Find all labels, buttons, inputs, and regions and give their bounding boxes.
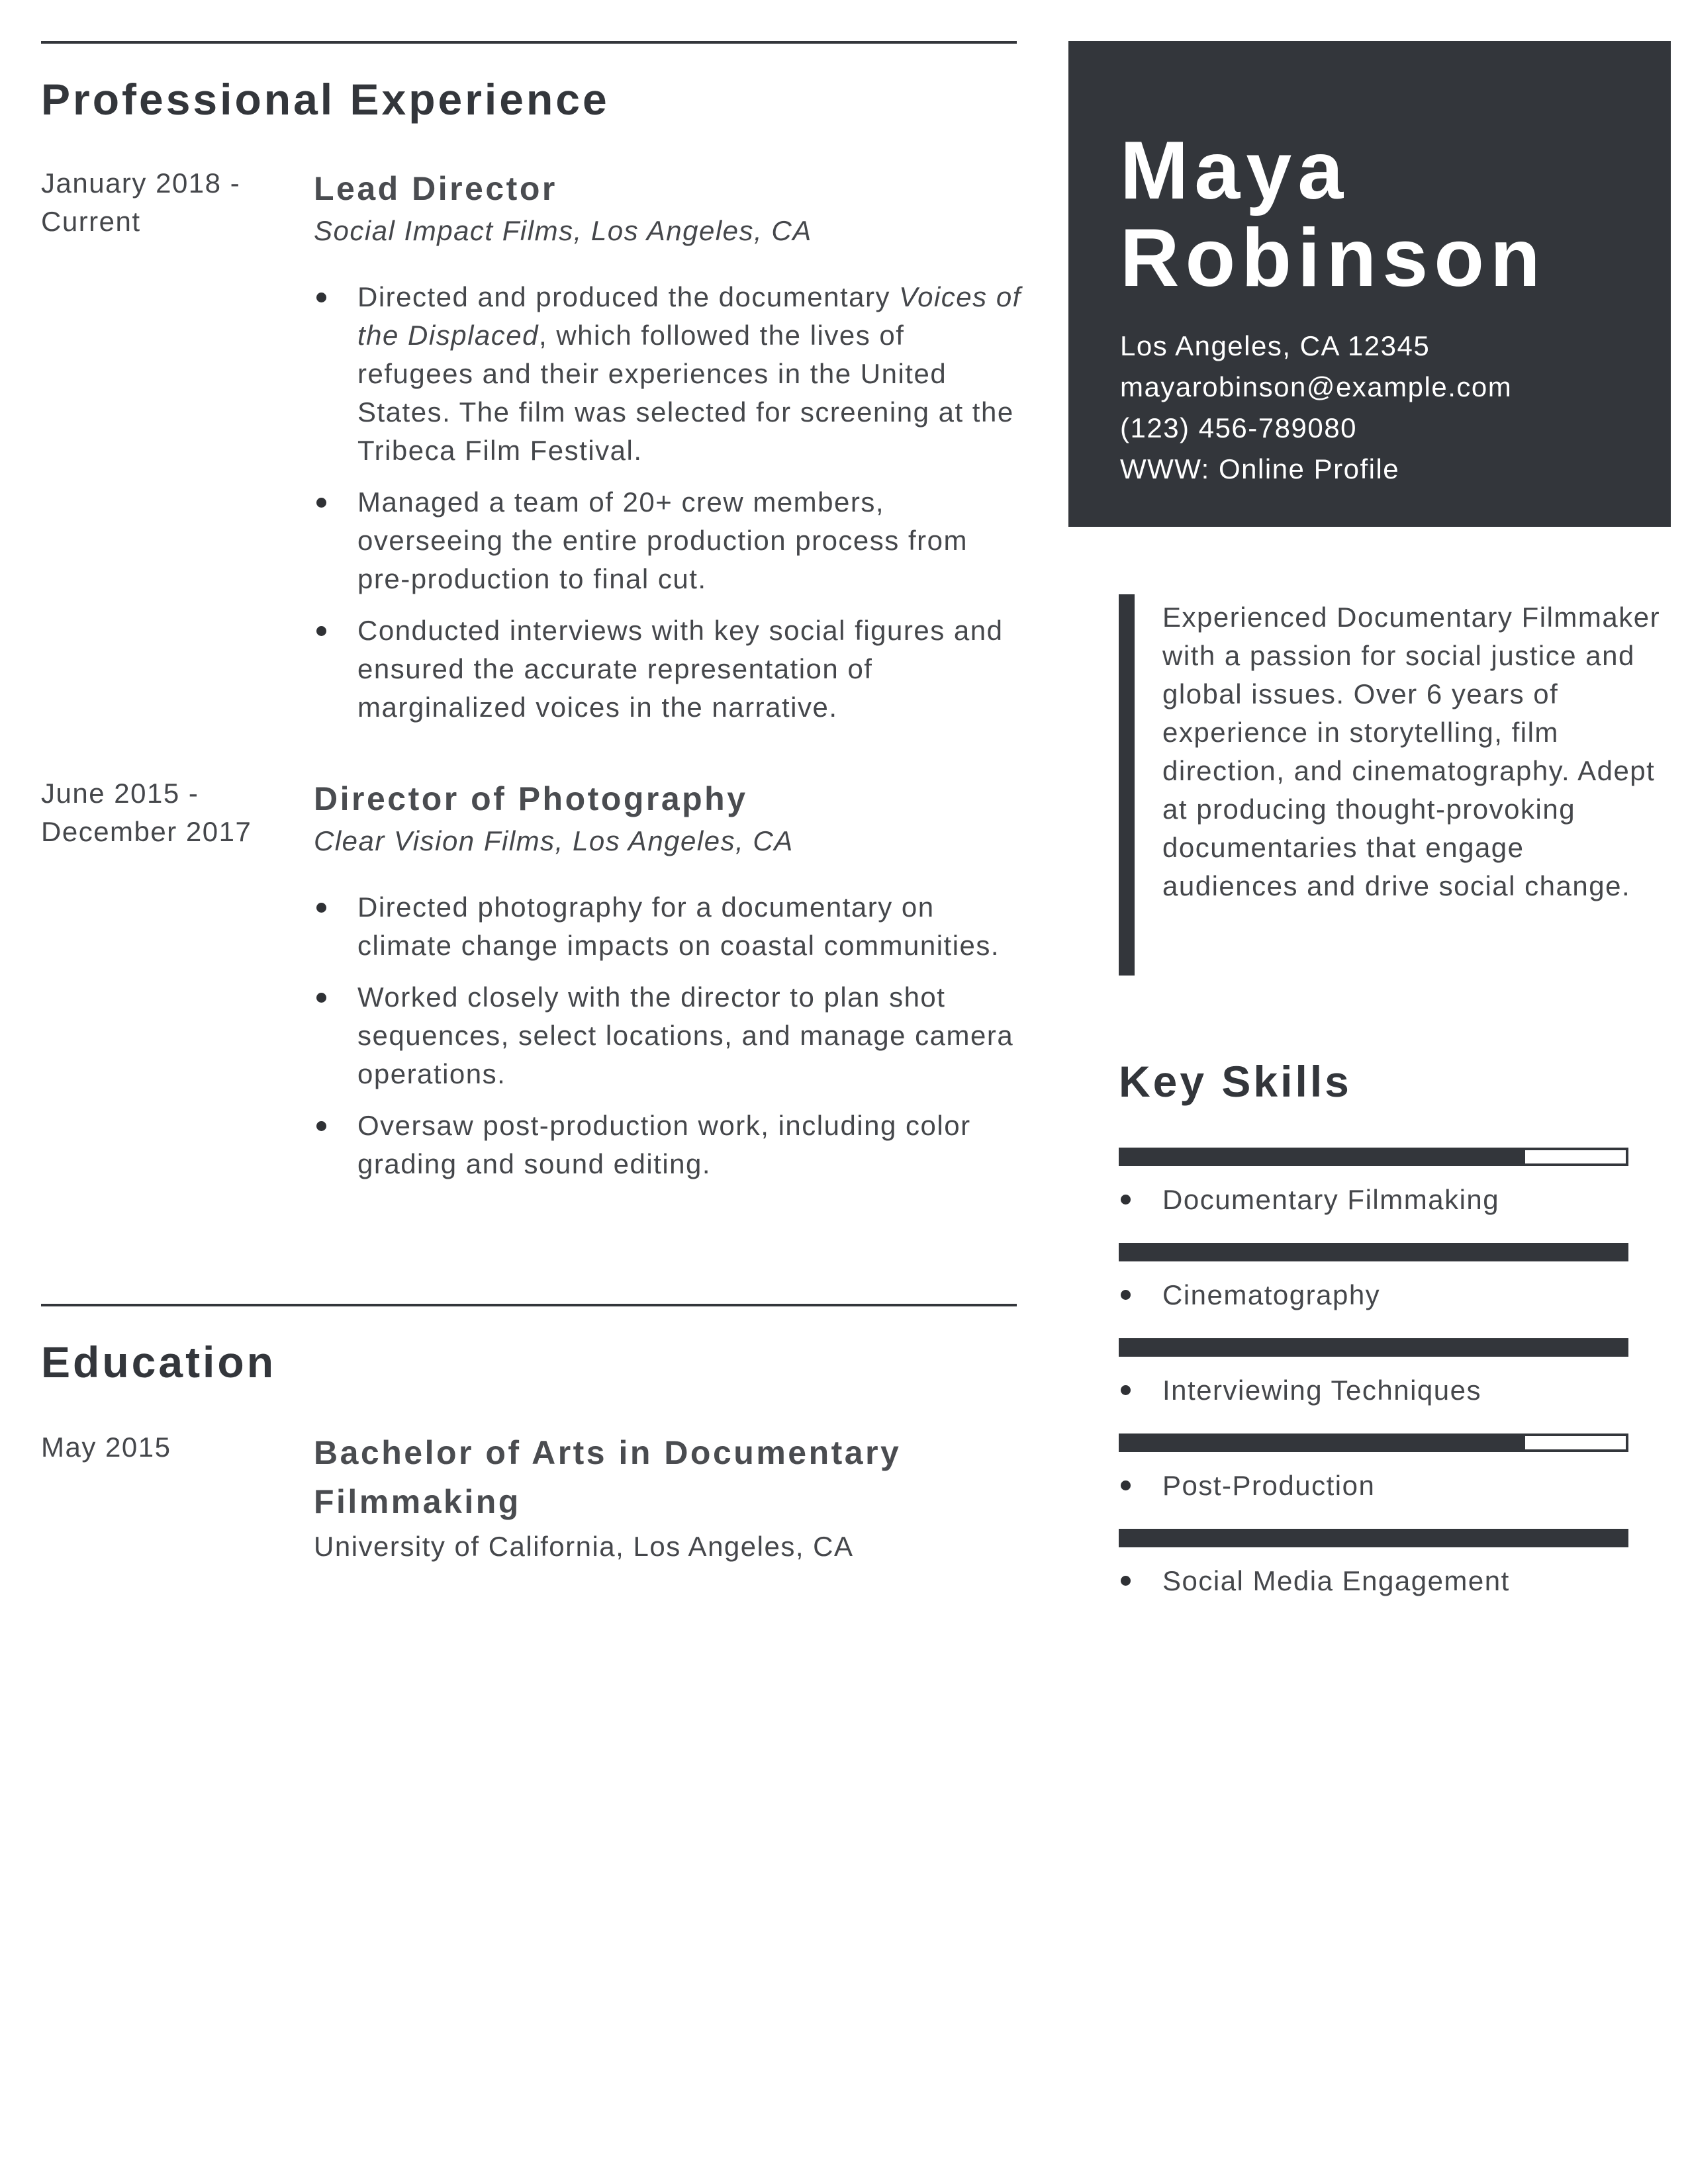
skills-heading: Key Skills <box>1119 1057 1352 1106</box>
skill-level-bar <box>1119 1243 1628 1261</box>
job-date-start: January 2018 - <box>41 167 241 199</box>
skill-item: Cinematography <box>1119 1276 1380 1314</box>
job-date-start: June 2015 - <box>41 778 199 809</box>
job-entry <box>314 165 1022 740</box>
job-bullets <box>314 278 1022 727</box>
skill-item: Interviewing Techniques <box>1119 1371 1481 1410</box>
job-bullet: Managed a team of 20+ crew members, overseeing the entire production process from pre-production to final cut. <box>314 483 1022 598</box>
website-link[interactable]: WWW: Online Profile <box>1120 453 1400 484</box>
job-bullet: Directed and produced the documentary Voices of the Displaced, which followed the lives of refugees and their experiences in the United States. The film was selected for screening at the Tribeca Film Festival. <box>314 278 1022 470</box>
job-date <box>41 164 306 241</box>
email[interactable]: mayarobinson@example.com <box>1120 371 1513 402</box>
skill-item: Post-Production <box>1119 1467 1375 1505</box>
job-bullet: Conducted interviews with key social figures and ensured the accurate representation of marginalized voices in the narrative. <box>314 612 1022 727</box>
job-date <box>41 774 306 851</box>
degree: Bachelor of Arts in Documentary Filmmaking <box>314 1434 902 1520</box>
job-date-end: Current <box>41 206 141 237</box>
job-bullet: Oversaw post-production work, including color grading and sound editing. <box>314 1107 1022 1183</box>
film-title: Voices of the Displaced <box>357 281 1021 351</box>
job-bullet: Worked closely with the director to plan shot sequences, select locations, and manage camera operations. <box>314 978 1022 1093</box>
first-name: Maya <box>1120 125 1350 216</box>
education-date: May 2015 <box>41 1432 171 1463</box>
skill-item: Social Media Engagement <box>1119 1562 1510 1600</box>
job-entry <box>314 776 1022 1197</box>
last-name: Robinson <box>1120 212 1546 304</box>
name-header <box>1068 41 1671 527</box>
school: University of California, Los Angeles, CA <box>314 1531 854 1562</box>
skill-level-bar <box>1119 1433 1628 1452</box>
skill-level-fill <box>1121 1341 1626 1354</box>
experience-heading: Professional Experience <box>41 75 610 124</box>
skill-level-bar <box>1119 1148 1628 1166</box>
skill-level-fill <box>1121 1150 1525 1163</box>
job-title: Lead Director <box>314 170 557 207</box>
skill-level-fill <box>1121 1246 1626 1259</box>
section-divider <box>41 1304 1017 1306</box>
skill-level-bar <box>1119 1529 1628 1547</box>
job-date-end: December 2017 <box>41 816 252 847</box>
job-company: Social Impact Films, Los Angeles, CA <box>314 215 812 246</box>
skill-level-fill <box>1121 1531 1626 1545</box>
job-bullets <box>314 888 1022 1183</box>
phone: (123) 456-789080 <box>1120 412 1357 443</box>
contact-info <box>1120 326 1512 490</box>
section-divider <box>41 41 1017 44</box>
skill-level-fill <box>1121 1436 1525 1449</box>
professional-summary: Experienced Documentary Filmmaker with a passion for social justice and global issues. Over 6 years of experience in storytelling, film direction, and cinematography. Adept at producing thought-provoking documentaries that engage audiences and drive social change. <box>1162 602 1661 901</box>
education-heading: Education <box>41 1338 277 1387</box>
skill-level-bar <box>1119 1338 1628 1357</box>
skill-item: Documentary Filmmaking <box>1119 1181 1499 1219</box>
job-bullet: Directed photography for a documentary on climate change impacts on coastal communities. <box>314 888 1022 965</box>
summary-accent-bar <box>1119 594 1135 976</box>
education-entry <box>314 1428 962 1567</box>
candidate-name <box>1120 127 1546 302</box>
job-company: Clear Vision Films, Los Angeles, CA <box>314 825 794 856</box>
address: Los Angeles, CA 12345 <box>1120 330 1430 361</box>
job-title: Director of Photography <box>314 780 748 817</box>
